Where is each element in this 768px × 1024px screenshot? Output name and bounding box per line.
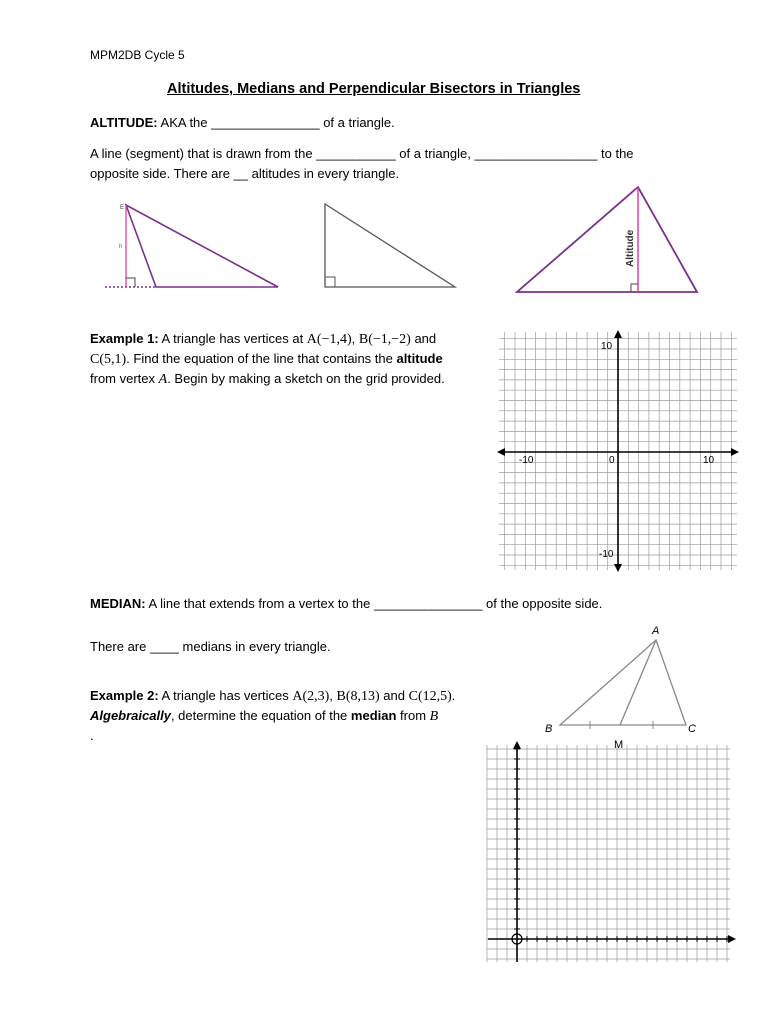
def-l1-b: of a triangle, <box>395 146 475 161</box>
triangle-outline <box>517 187 697 292</box>
altitude-definition-line1 <box>90 145 634 163</box>
altitude-heading-line <box>90 114 395 132</box>
acute-triangle-figure <box>510 180 705 300</box>
vertex-b: B(8,13) <box>336 689 380 704</box>
tick-label-origin: 0 <box>609 455 615 466</box>
median-heading-line <box>90 595 602 613</box>
course-header: MPM2DB Cycle 5 <box>90 48 185 62</box>
vertex-label-a: A <box>652 625 660 637</box>
obtuse-triangle-figure <box>95 195 295 295</box>
median-count-b: medians in every triangle. <box>178 639 331 654</box>
def-l1-blank1: ___________ <box>316 146 396 161</box>
example1-text3: from vertex <box>90 371 159 386</box>
example2-line1 <box>90 687 455 706</box>
example2-text3: from <box>396 708 430 723</box>
and: and <box>410 331 437 346</box>
right-angle-mark <box>325 277 335 287</box>
altitude-term: ALTITUDE: <box>90 115 158 130</box>
y-axis-arrow-down <box>614 564 622 572</box>
median-line <box>620 640 656 725</box>
vertex-a: A(2,3) <box>292 689 330 704</box>
altitude-aka-blank: _______________ <box>211 115 320 130</box>
median-def1: A line that extends from a vertex to the <box>145 596 374 611</box>
def-l1-a: A line (segment) that is drawn from the <box>90 146 317 161</box>
page-title: Altitudes, Medians and Perpendicular Bisectors in Triangles <box>167 81 581 97</box>
vertex-c: C(12,5) <box>408 689 452 704</box>
example1-text1: A triangle has vertices at <box>158 331 307 346</box>
median-term: MEDIAN: <box>90 596 146 611</box>
example2-line2 <box>90 707 438 726</box>
altitude-bold: altitude <box>396 351 443 366</box>
axis-ticks <box>514 749 727 942</box>
coordinate-grid-2[interactable] <box>486 740 738 965</box>
x-axis-arrow-right <box>728 935 736 943</box>
example1-label: Example 1: <box>90 331 159 346</box>
median-count-blank: ____ <box>149 639 179 654</box>
example2-text1: A triangle has vertices <box>158 688 293 703</box>
right-angle-mark <box>126 278 135 287</box>
altitude-aka-post: of a triangle. <box>319 115 395 130</box>
vertex-ref: A <box>158 372 168 387</box>
tick-label-x-neg10: -10 <box>519 455 534 466</box>
h-label: h <box>119 244 123 250</box>
right-angle-mark <box>631 284 638 292</box>
vertex-a: A(−1,4) <box>306 332 352 347</box>
triangle-outline <box>325 204 455 287</box>
example1-line2 <box>90 350 443 369</box>
x-axis-arrow-right <box>731 448 739 456</box>
y-axis-arrow-up <box>513 741 521 749</box>
vertex-c: C(5,1) <box>90 352 127 367</box>
median-triangle-figure <box>538 620 708 755</box>
period: . <box>451 688 456 703</box>
median-bold: median <box>350 708 397 723</box>
altitude-aka-pre: AKA the <box>157 115 212 130</box>
tick-label-y-10: 10 <box>601 341 613 352</box>
tick-label-y-neg10: -10 <box>599 549 614 560</box>
def-l2-a: opposite side. There are <box>90 166 234 181</box>
x-axis-arrow-left <box>497 448 505 456</box>
def-l2-blank: __ <box>233 166 249 181</box>
def-l1-c: to the <box>597 146 634 161</box>
tick-label-x-10: 10 <box>703 455 715 466</box>
triangle-outline <box>560 640 686 725</box>
example2-stray-dot: . <box>90 728 94 743</box>
right-triangle-figure <box>318 198 463 293</box>
vertex-label-c: C <box>688 723 696 735</box>
grid-lines <box>487 745 730 962</box>
vertex-b: B(−1,−2) <box>358 332 411 347</box>
example2-text2: , determine the equation of the <box>170 708 351 723</box>
midpoint-label-m: M <box>614 739 624 751</box>
median-def2: of the opposite side. <box>482 596 603 611</box>
sep: , <box>351 331 359 346</box>
y-axis-arrow-up <box>614 330 622 338</box>
vertex-ref: B <box>429 709 439 724</box>
median-count-line <box>90 638 331 656</box>
vertex-label-b: B <box>545 723 553 735</box>
altitude-label: Altitude <box>625 229 636 267</box>
example1-text2: . Find the equation of the line that contains the <box>126 351 397 366</box>
example2-label: Example 2: <box>90 688 159 703</box>
coordinate-grid-1[interactable] <box>497 328 739 574</box>
example1-line3 <box>90 370 445 389</box>
triangle-outline <box>126 205 278 287</box>
median-blank: _______________ <box>373 596 483 611</box>
def-l2-b: altitudes in every triangle. <box>248 166 400 181</box>
median-count-a: There are <box>90 639 150 654</box>
example1-line1 <box>90 330 436 349</box>
vertex-label-e: E <box>120 205 125 211</box>
and: and <box>379 688 409 703</box>
sep: , <box>329 688 337 703</box>
algebraically-bold: Algebraically <box>90 708 171 723</box>
example1-text4: . Begin by making a sketch on the grid provided. <box>167 371 445 386</box>
altitude-definition-line2 <box>90 165 399 183</box>
def-l1-blank2: _________________ <box>474 146 598 161</box>
